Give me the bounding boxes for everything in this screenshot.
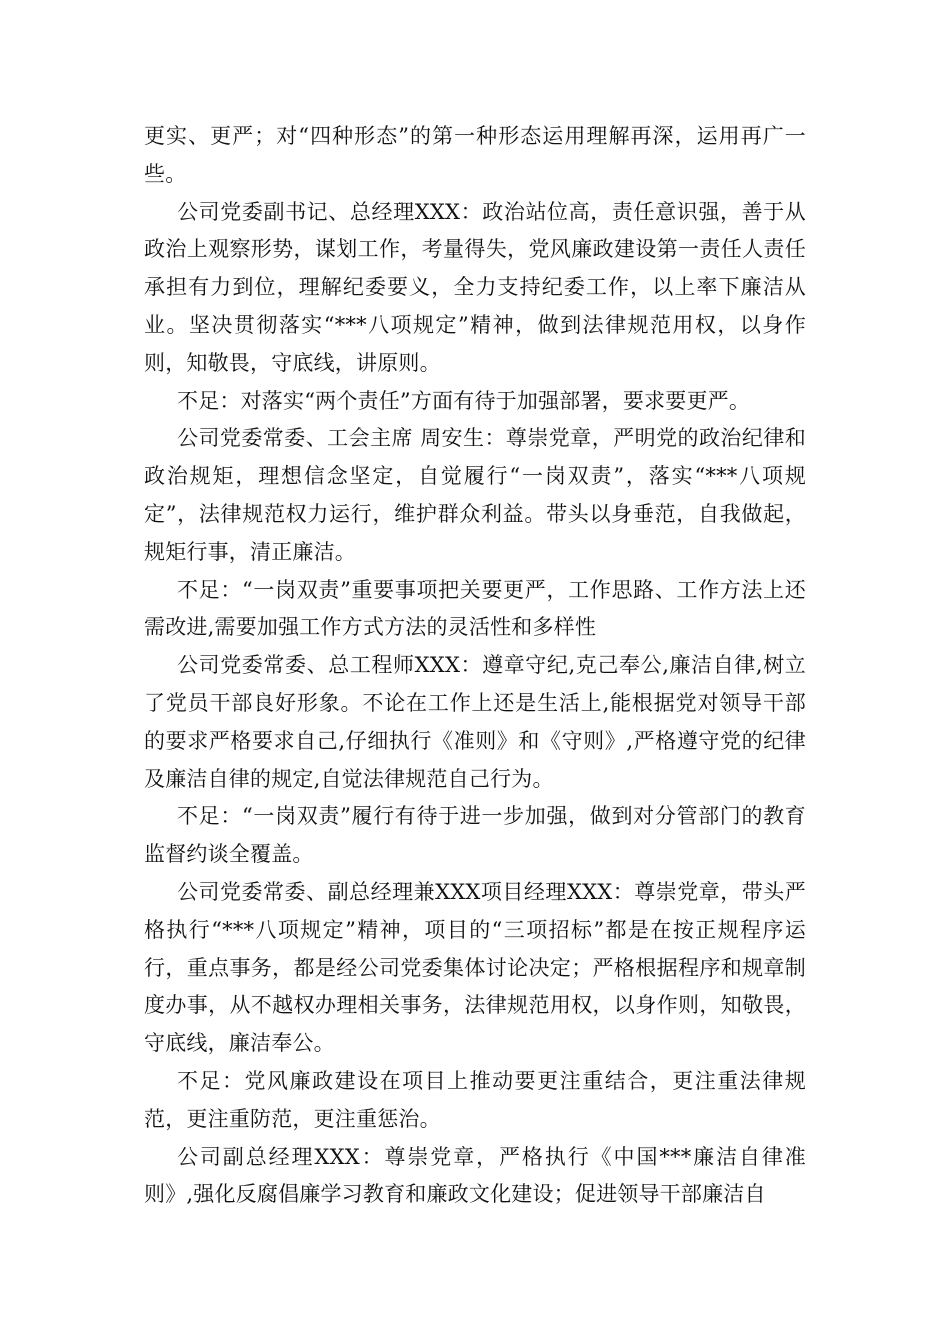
paragraph-deputy-gm: 公司副总经理XXX：尊崇党章，严格执行《中国***廉洁自律准则》,强化反腐倡廉学习教育和廉政文化建设；促进领导干部廉洁自: [144, 1144, 806, 1207]
paragraph-deputy-gm-project-shortcoming: 不足：党风廉政建设在项目上推动要更注重结合，更注重法律规范，更注重防范，更注重惩治。: [144, 1068, 806, 1131]
paragraph-general-manager: 公司党委副书记、总经理XXX：政治站位高，责任意识强，善于从政治上观察形势，谋划工作，考量得失，党风廉政建设第一责任人责任承担有力到位，理解纪委要义，全力支持纪委工作，以上率下廉洁从业。坚决贯彻落实“***八项规定”精神，做到法律规范用权，以身作则，知敬畏，守底线，讲原则。: [144, 199, 806, 375]
paragraph-union-chairman-shortcoming: 不足：“一岗双责”重要事项把关要更严，工作思路、工作方法上还需改进,需要加强工作方式方法的灵活性和多样性: [144, 577, 806, 640]
document-body: [144, 118, 806, 1214]
paragraph-deputy-gm-project: 公司党委常委、副总经理兼XXX项目经理XXX：尊崇党章，带头严格执行“***八项规定”精神，项目的“三项招标”都是在按正规程序运行，重点事务，都是经公司党委集体讨论决定；严格根据程序和规章制度办事，从不越权办理相关事务，法律规范用权，以身作则，知敬畏，守底线，廉洁奉公。: [144, 879, 806, 1056]
paragraph-chief-engineer: 公司党委常委、总工程师XXX：遵章守纪,克己奉公,廉洁自律,树立了党员干部良好形象。不论在工作上还是生活上,能根据党对领导干部的要求严格要求自己,仔细执行《准则》和《守则》,严格遵守党的纪律及廉洁自律的规定,自觉法律规范自己行为。: [144, 653, 806, 791]
paragraph-chief-engineer-shortcoming: 不足：“一岗双责”履行有待于进一步加强，做到对分管部门的教育监督约谈全覆盖。: [144, 804, 806, 867]
paragraph-continuation: 更实、更严；对“四种形态”的第一种形态运用理解再深，运用再广一些。: [144, 124, 806, 186]
paragraph-general-manager-shortcoming: 不足：对落实“两个责任”方面有待于加强部署，要求要更严。: [177, 388, 751, 413]
paragraph-union-chairman: 公司党委常委、工会主席 周安生：尊崇党章，严明党的政治纪律和政治规矩，理想信念坚定，自觉履行“一岗双责”，落实“***八项规定”，法律规范权力运行，维护群众利益。带头以身垂范，自我做起，规矩行事，清正廉洁。: [144, 426, 806, 564]
